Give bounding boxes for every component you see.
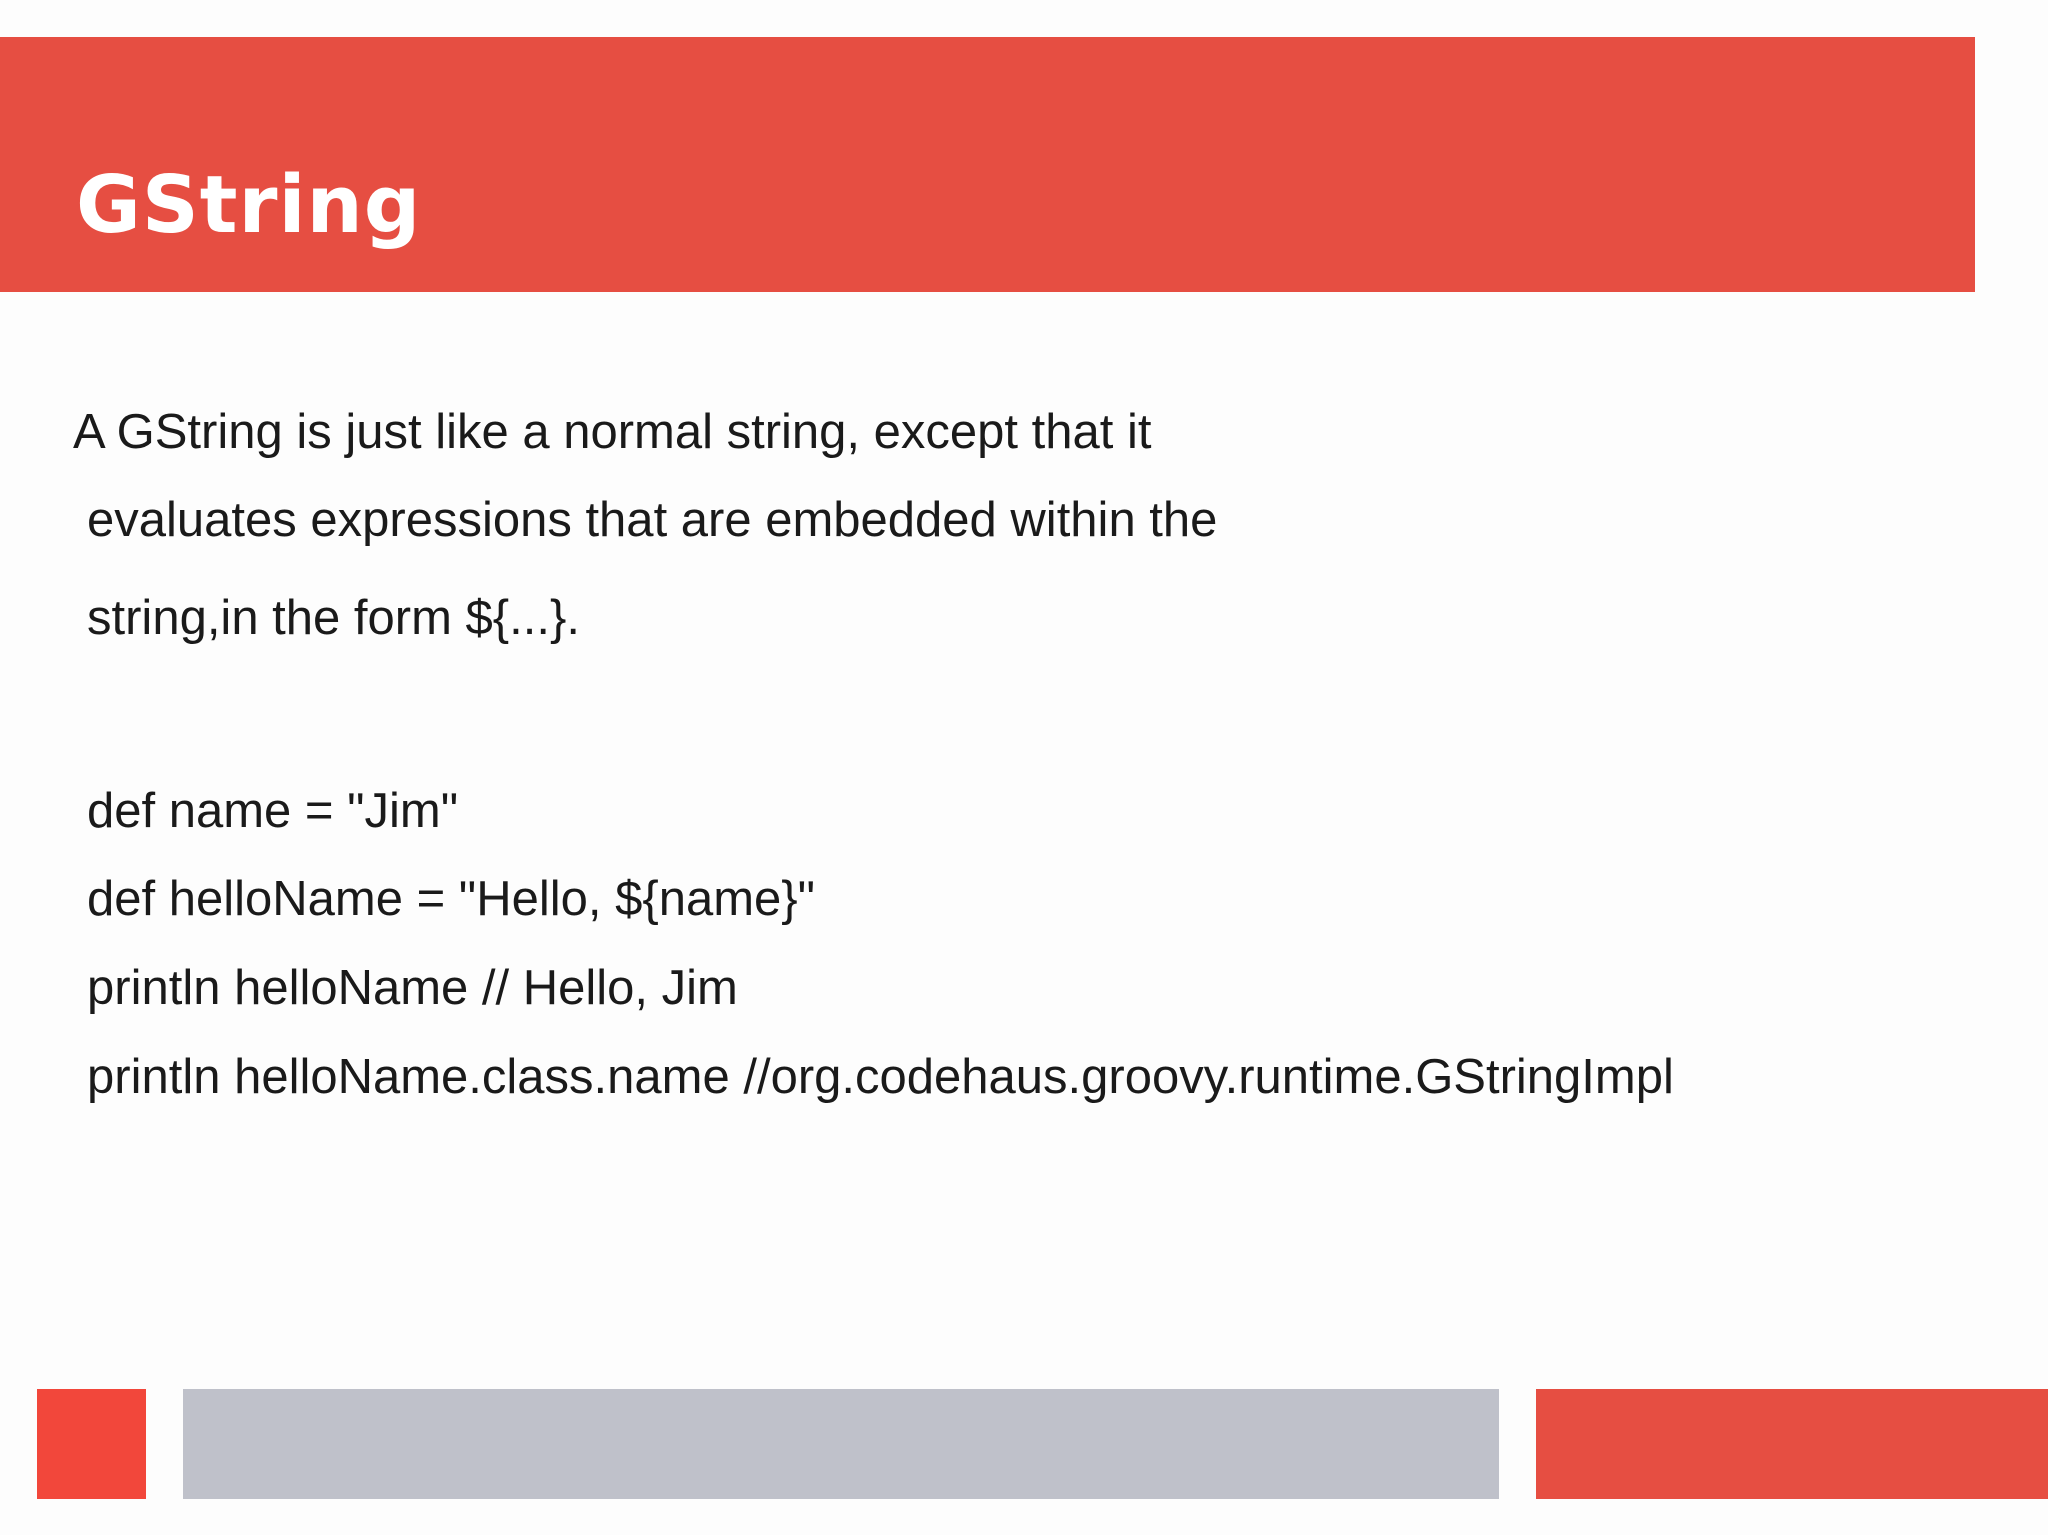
code-line: println helloName.class.name //org.codehaus.groovy.runtime.GStringImpl <box>87 1050 1674 1104</box>
code-line: println helloName // Hello, Jim <box>87 961 738 1015</box>
description-line: evaluates expressions that are embedded within the <box>87 493 1218 547</box>
slide-title: GString <box>76 159 422 251</box>
code-line: def helloName = "Hello, ${name}" <box>87 872 816 926</box>
footer-gray-bar <box>183 1389 1499 1499</box>
code-line: def name = "Jim" <box>87 784 459 838</box>
footer-red-square <box>37 1389 146 1499</box>
description-line: string,in the form ${...}. <box>87 591 580 645</box>
footer-red-bar <box>1536 1389 2048 1499</box>
description-line: A GString is just like a normal string, except that it <box>73 405 1152 459</box>
